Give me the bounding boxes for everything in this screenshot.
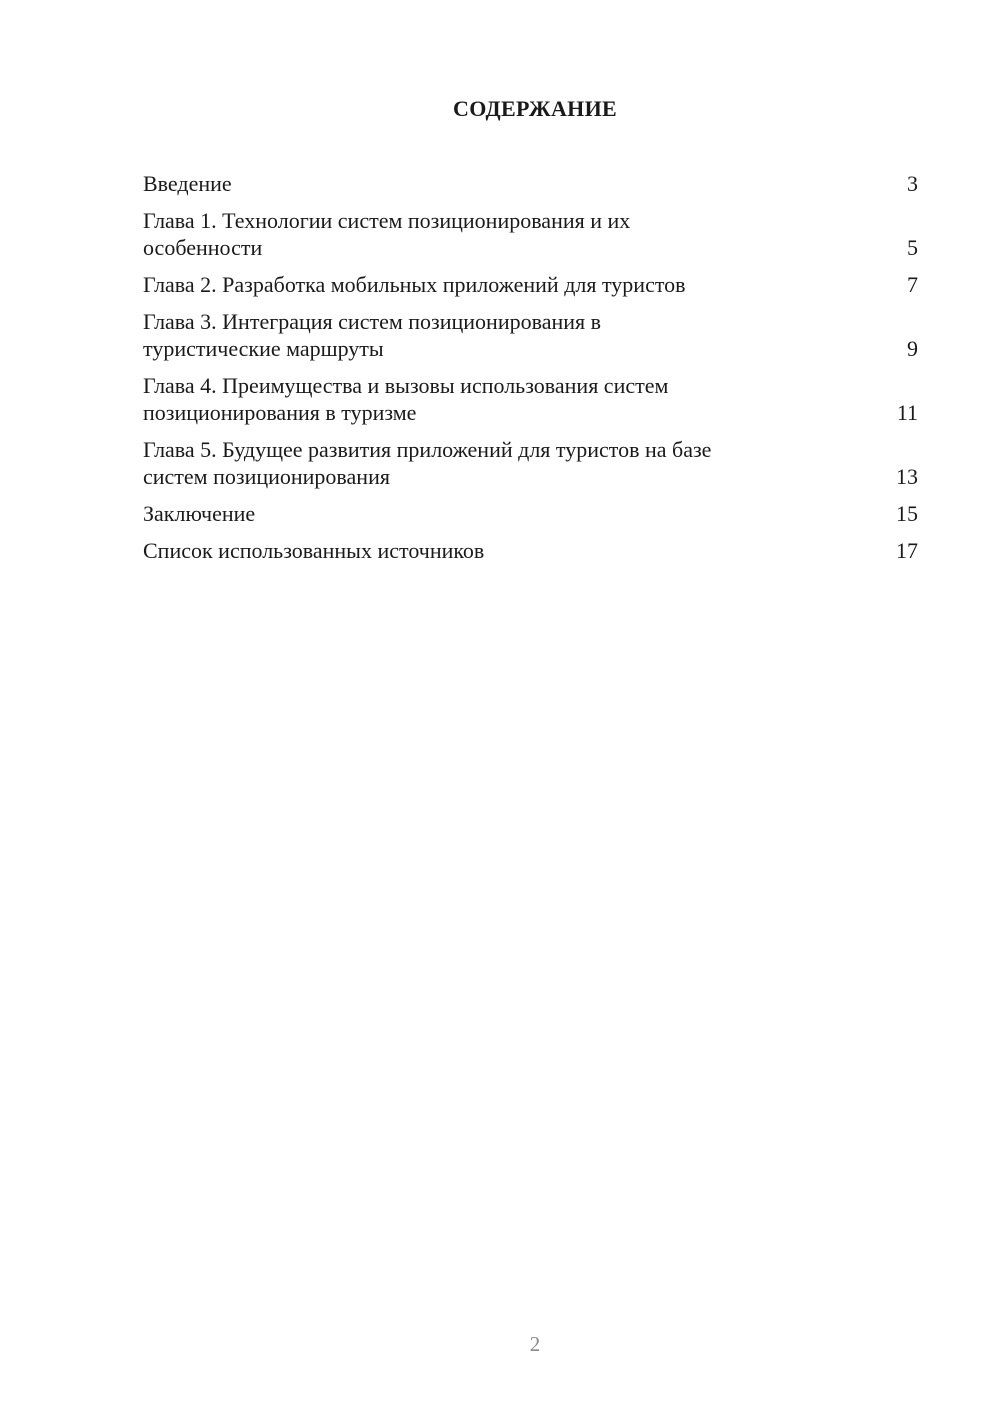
toc-entry-conclusion[interactable] xyxy=(143,500,918,527)
toc-entry-line: Введение xyxy=(143,171,232,196)
toc-entry-line: Глава 2. Разработка мобильных приложений для туристов xyxy=(143,272,686,297)
toc-entry-text xyxy=(143,308,601,362)
toc-entry-chapter-2[interactable] xyxy=(143,271,918,298)
page-number: 2 xyxy=(529,1332,541,1356)
toc-entry-text xyxy=(143,537,484,564)
toc-entry-page: 9 xyxy=(907,336,918,361)
toc-entry-page: 7 xyxy=(907,272,918,297)
toc-entry-line: Заключение xyxy=(143,501,256,526)
toc-entry-text xyxy=(143,372,668,426)
toc-entry-introduction[interactable] xyxy=(143,170,918,197)
toc-entry-line: Глава 1. Технологии систем позиционирования и их xyxy=(143,208,631,233)
toc-entry-text xyxy=(143,436,711,490)
toc-entry-chapter-5[interactable] xyxy=(143,436,918,490)
page-title: СОДЕРЖАНИЕ xyxy=(453,96,617,121)
toc-entry-line: особенности xyxy=(143,235,263,260)
toc-entry-line: Глава 3. Интеграция систем позиционирования в xyxy=(143,309,602,334)
toc-entry-chapter-4[interactable] xyxy=(143,372,918,426)
toc-entry-text xyxy=(143,170,232,197)
table-of-contents xyxy=(143,170,918,574)
toc-entry-page: 17 xyxy=(896,538,918,563)
toc-entry-chapter-1[interactable] xyxy=(143,207,918,261)
toc-entry-page: 15 xyxy=(896,501,918,526)
toc-entry-page: 13 xyxy=(896,464,918,489)
toc-entry-line: Список использованных источников xyxy=(143,538,485,563)
toc-entry-line: систем позиционирования xyxy=(143,464,390,489)
toc-entry-page: 11 xyxy=(896,400,918,425)
toc-entry-text xyxy=(143,500,255,527)
toc-entry-text xyxy=(143,207,630,261)
toc-entry-text xyxy=(143,271,686,298)
toc-entry-line: Глава 4. Преимущества и вызовы использования систем xyxy=(143,373,669,398)
toc-entry-line: туристические маршруты xyxy=(143,336,384,361)
toc-entry-line: позиционирования в туризме xyxy=(143,400,417,425)
toc-entry-page: 5 xyxy=(907,235,918,260)
toc-entry-page: 3 xyxy=(907,171,918,196)
toc-entry-line: Глава 5. Будущее развития приложений для туристов на базе xyxy=(143,437,712,462)
toc-entry-references[interactable] xyxy=(143,537,918,564)
toc-entry-chapter-3[interactable] xyxy=(143,308,918,362)
